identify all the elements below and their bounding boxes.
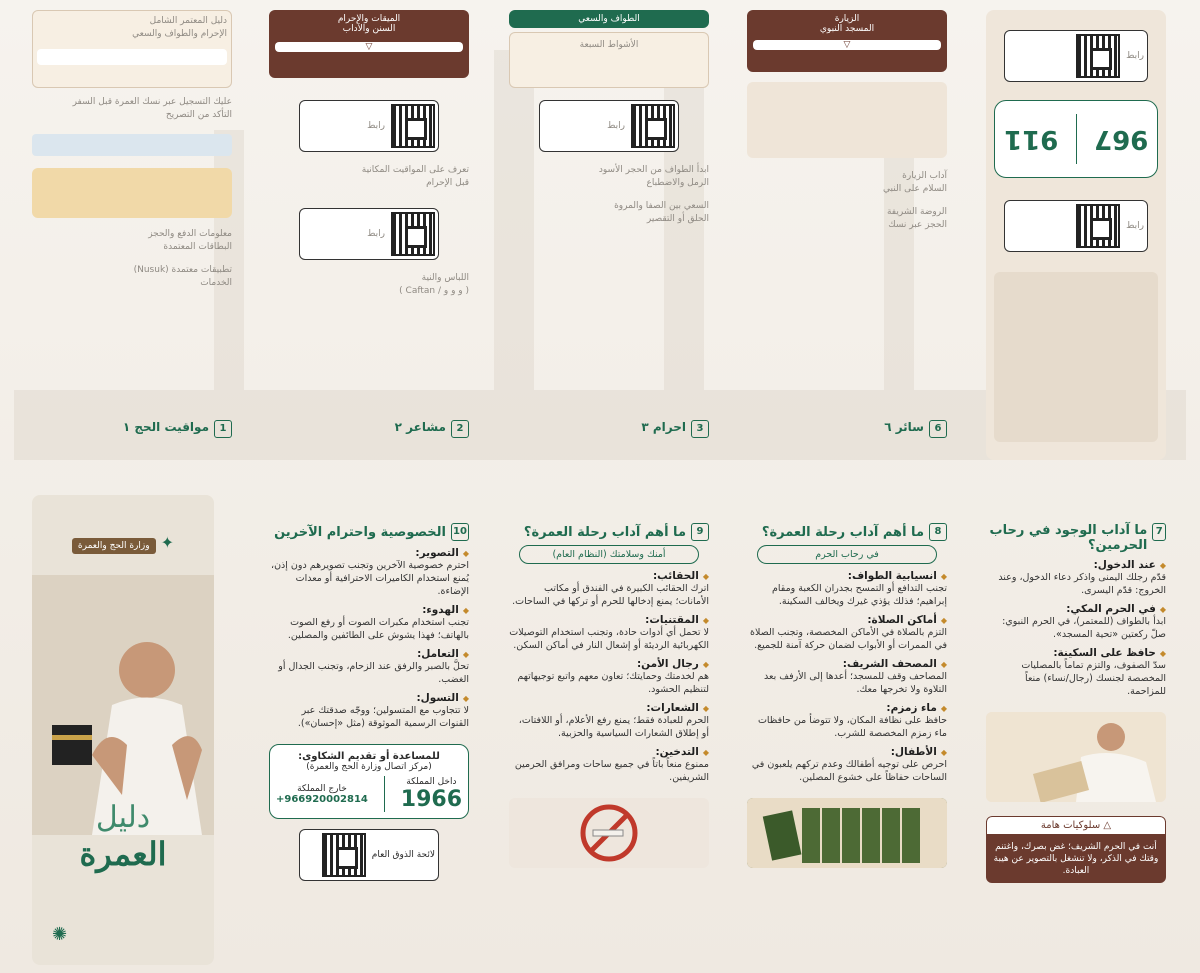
item-text: تحلَّ بالصبر والرفق عند الزحام، وتجنب الجدال أو الغضب.: [278, 661, 469, 685]
qr-card[interactable]: ﺭﺍﺑﻂ: [299, 100, 439, 152]
item-text: التزم بالصلاة في الأماكن المخصصة، وتجنب الصلاة في الممرات أو الأبواب لضمان حركة آمنة للجميع.: [750, 627, 947, 651]
info-bar: [32, 134, 232, 156]
back-panel-3: ﺍﻟﻄﻮﺍﻑ ﻭﺍﻟﺴﻌﻲ ﺍﻷﺷﻮﺍﻁ ﺍﻟﺴﺒﻌﺔ ﺭﺍﺑﻂ ﺍﺑﺪﺃ ﺍﻟﻄﻮﺍﻑ ﻣﻦ ﺍﻟﺤﺠﺮ ﺍﻷﺳﻮﺩ ﺍﻟﺮﻣﻞ ﻭﺍﻻﺿﻄﺒﺎﻉ ﺍﻟﺴﻌﻲ ﺑﻴﻦ ﺍﻟﺼﻔﺎ ﻭﺍﻟﻤﺮﻭﺓ ﺍﻟﺤﻠﻖ ﺃﻭ ﺍﻟﺘﻘﺼﻴﺮ 3ﺍﺣﺮﺍﻡ ٣: [509, 10, 709, 460]
hajj-number[interactable]: 967: [1093, 124, 1149, 154]
back-side: [14, 10, 1186, 460]
section-8-title: ما أهم آداب رحلة العمرة؟: [761, 524, 924, 540]
item-text: قدّم رجلك اليمنى واذكر دعاء الدخول، وعند الخروج: قدّم اليسرى.: [998, 572, 1166, 596]
vision-logo-icon: ✺: [52, 924, 68, 945]
back-panel-1: ﺩﻟﻴﻞ ﺍﻟﻤﻌﺘﻤﺮ ﺍﻟﺸﺎﻣﻞ ﺍﻹﺣﺮﺍﻡ ﻭﺍﻟﻄﻮﺍﻑ ﻭﺍﻟﺴﻌﻲ ﻋﻠﻴﻚ ﺍﻟﺘﺴﺠﻴﻞ ﻋﺒﺮ ﻧﺴﻚ ﺍﻟﻌﻤﺮﺓ ﻗﺒﻞ ﺍﻟﺴﻔﺮ ﺍﻟﺘﺄﻛﺪ ﻣﻦ ﺍﻟﺘﺼﺮﻳﺢ ﻣﻌﻠﻮﻣﺎﺕ ﺍﻟﺪﻓﻊ ﻭﺍﻟﺤﺠﺰ ﺍﻟﺒﻄﺎﻗﺎﺕ ﺍﻟﻤﻌﺘﻤﺪﺓ ﺗﻄﺒﻴﻘﺎﺕ ﻣﻌﺘﻤﺪﺓ (Nusuk) ﺍﻟﺨﺪﻣﺎﺕ 1ﻣﻮﺍﻗﻴﺖ ﺍﻟﺤﺞ ١: [32, 10, 232, 460]
item-title: ◆ ماء زمزم:: [747, 702, 947, 714]
item-title: ◆ التصوير:: [269, 547, 469, 559]
item-text: لا تتجاوب مع المتسولين؛ ووجّه صدقتك عبر القنوات الرسمية الموثوقة (مثل «إحسان»).: [297, 705, 469, 729]
warning-icon: △: [1100, 820, 1112, 831]
section-7-title: ما آداب الوجود في رحاب الحرمين؟: [989, 523, 1148, 553]
cover-title: دليل العمرة: [79, 800, 167, 873]
section-1-title: ﻣﻮﺍﻗﻴﺖ ﺍﻟﺤﺞ ١: [122, 420, 209, 434]
section-10-items: [269, 547, 469, 730]
item-title: ◆ أماكن الصلاة:: [747, 614, 947, 626]
item-text: الحرم للعبادة فقط؛ يمنع رفع الأعلام، أو اللافتات، أو إطلاق الشعارات السياسية والحزبية.: [518, 715, 709, 739]
help-box: [269, 744, 469, 819]
section-9-pill: أمنك وسلامتك (النظام العام): [519, 545, 699, 564]
item-title: ◆ الشعارات:: [509, 702, 709, 714]
outside-label: خارج المملكة: [297, 783, 347, 794]
item-text: المصاحف وقف للمسجد؛ أعدها إلى الأرفف بعد التلاوة ولا تخرجها معك.: [764, 671, 947, 695]
unified-number[interactable]: 911: [1003, 124, 1059, 154]
help-subtitle: (مركز اتصال وزارة الحج والعمرة): [306, 762, 432, 772]
payment-photo: [32, 168, 232, 218]
section-10-number: 10: [451, 523, 469, 541]
inside-label: داخل المملكة: [406, 776, 457, 787]
item-title: ◆ في الحرم المكي:: [986, 603, 1166, 615]
section-9-number: 9: [691, 523, 709, 541]
section-10-panel: [269, 495, 469, 965]
item-text: ممنوع منعاً باتاً في جميع ساحات ومرافق الحرمين الشريفين.: [514, 759, 709, 783]
item-text: سدّ الصفوف، والتزم تماماً بالمصليات المخصصة لجنسك (رجال/نساء) منعاً للمزاحمة.: [1021, 660, 1166, 697]
item-title: ◆ المقتنيات:: [509, 614, 709, 626]
no-smoking-photo: [509, 798, 709, 868]
item-title: ◆ رجال الأمن:: [509, 658, 709, 670]
cover-panel: [32, 495, 214, 965]
item-title: ◆ حافظ على السكينة:: [986, 647, 1166, 659]
front-side: [14, 495, 1186, 965]
qr-card[interactable]: ﺭﺍﺑﻂ: [1004, 200, 1148, 252]
item-text: تجنب التدافع أو التمسح بجدران الكعبة ومقام إبراهيم؛ فذلك يؤذي غيرك ويخالف السكينة.: [772, 583, 947, 607]
back-card: ﺍﻷﺷﻮﺍﻁ ﺍﻟﺴﺒﻌﺔ: [509, 32, 709, 88]
back-card: ﺩﻟﻴﻞ ﺍﻟﻤﻌﺘﻤﺮ ﺍﻟﺸﺎﻣﻞ ﺍﻹﺣﺮﺍﻡ ﻭﺍﻟﻄﻮﺍﻑ ﻭﺍﻟﺴﻌﻲ: [32, 10, 232, 88]
outside-number[interactable]: +966920002814: [276, 793, 368, 805]
no-smoking-icon: [579, 803, 639, 863]
item-text: اترك الحقائب الكبيرة في الفندق أو مكاتب الأمانات؛ يمنع إدخالها للحرم أو تركها في الساحات.: [512, 583, 709, 607]
qr-card[interactable]: ﺭﺍﺑﻂ: [539, 100, 679, 152]
quran-shelf-photo: [747, 798, 947, 868]
qr-card[interactable]: ﺭﺍﺑﻂ: [299, 208, 439, 260]
help-title: للمساعدة أو تقديم الشكاوى:: [298, 751, 440, 762]
pilgrim-cover-photo: [32, 575, 214, 835]
reading-pilgrim-photo: [986, 712, 1166, 802]
item-text: ابدأ بالطواف (للمعتمر)، في الحرم النبوي: صلّ ركعتين «تحية المسجد».: [1002, 616, 1166, 640]
section-8-items: [747, 570, 947, 784]
palm-emblem-icon: ✦: [160, 533, 175, 552]
item-text: احرص على توجيه أطفالك وعدم تركهم يلعبون في الساحات حفاظاً على خشوع المصلين.: [751, 759, 947, 783]
section-8-panel: [747, 495, 947, 965]
qr-label: لائحة الذوق العام: [371, 850, 435, 860]
section-2-title: ﻣﺸﺎﻋﺮ ٢: [394, 420, 446, 434]
section-8-pill: في رحاب الحرم: [757, 545, 937, 564]
item-text: حافظ على نظافة المكان، ولا تتوضأ من حافظات ماء زمزم المخصصة للشرب.: [757, 715, 947, 739]
section-9-title: ما أهم آداب رحلة العمرة؟: [523, 524, 686, 540]
item-title: ◆ التدخين:: [509, 746, 709, 758]
qr-card[interactable]: ﺭﺍﺑﻂ: [1004, 30, 1148, 82]
public-taste-qr[interactable]: [299, 829, 439, 881]
item-text: احترم خصوصية الآخرين وتجنب تصويرهم دون إذن، يُمنع استخدام الكاميرات الاحترافية أو معدات الإضاءة.: [271, 560, 469, 597]
section-9-panel: [509, 495, 709, 965]
back-banner: ﺍﻟﻤﻴﻘﺎﺕ ﻭﺍﻹﺣﺮﺍﻡ ﺍﻟﺴﻨﻦ ﻭﺍﻵﺩﺍﺏ ▽: [269, 10, 469, 78]
section-6-title: ﺳﺎﺋﺮ ٦: [884, 420, 924, 434]
item-title: ◆ الحقائب:: [509, 570, 709, 582]
section-8-number: 8: [929, 523, 947, 541]
ministry-logo: وزارة الحج والعمرة ✦: [32, 533, 214, 554]
section-7-items: [986, 559, 1166, 698]
section-7-number: 7: [1152, 523, 1166, 541]
warning-text: أنت في الحرم الشريف؛ غض بصرك، واغتنم وقتك في الذكر، ولا تنشغل بالتصوير عن هيبة العبادة.: [986, 835, 1166, 883]
item-title: ◆ الأطفال:: [747, 746, 947, 758]
section-9-items: [509, 570, 709, 784]
kaaba-illustration: [994, 272, 1158, 442]
item-title: ◆ التسول:: [269, 692, 469, 704]
pilgrim-photo: [747, 82, 947, 158]
item-title: ◆ التعامل:: [269, 648, 469, 660]
item-title: ◆ انسيابية الطواف:: [747, 570, 947, 582]
reader-illustration: [986, 712, 1166, 802]
warning-title: سلوكيات هامة: [1040, 820, 1101, 831]
section-10-title: الخصوصية واحترام الآخرين: [274, 524, 446, 540]
section-3-title: ﺍﺣﺮﺍﻡ ٣: [641, 420, 686, 434]
section-7-panel: [986, 495, 1166, 965]
item-title: ◆ عند الدخول:: [986, 559, 1166, 571]
back-banner: ﺍﻟﺰﻳﺎﺭﺓ ﺍﻟﻤﺴﺠﺪ ﺍﻟﻨﺒﻮﻱ ▽: [747, 10, 947, 72]
item-text: تجنب استخدام مكبرات الصوت أو رفع الصوت بالهاتف؛ فهذا يشوش على الطائفين والمصلين.: [287, 617, 469, 641]
item-title: ◆ الهدوء:: [269, 604, 469, 616]
warning-box: [986, 816, 1166, 883]
item-title: ◆ المصحف الشريف:: [747, 658, 947, 670]
quran-books-illustration: [747, 798, 947, 868]
back-panel-6: ﺍﻟﺰﻳﺎﺭﺓ ﺍﻟﻤﺴﺠﺪ ﺍﻟﻨﺒﻮﻱ ▽ ﺁﺩﺍﺏ ﺍﻟﺰﻳﺎﺭﺓ ﺍﻟﺴﻼﻡ ﻋﻠﻰ ﺍﻟﻨﺒﻲ ﺍﻟﺮﻭﺿﺔ ﺍﻟﺸﺮﻳﻔﺔ ﺍﻟﺤﺠﺰ ﻋﺒﺮ ﻧﺴﻚ 6ﺳﺎﺋﺮ ٦: [747, 10, 947, 460]
back-panel-2: ﺍﻟﻤﻴﻘﺎﺕ ﻭﺍﻹﺣﺮﺍﻡ ﺍﻟﺴﻨﻦ ﻭﺍﻵﺩﺍﺏ ▽ ﺭﺍﺑﻂ ﺗﻌﺮﻑ ﻋﻠﻰ ﺍﻟﻤﻮﺍﻗﻴﺖ ﺍﻟﻤﻜﺎﻧﻴﺔ ﻗﺒﻞ ﺍﻹﺣﺮﺍﻡ ﺭﺍﺑﻂ ﺍﻟﻠﺒﺎﺱ ﻭﺍﻟﻨﻴﺔ ( ﻭ ﻭ ﻭ / Caftan ) 2ﻣﺸﺎﻋﺮ ٢: [269, 10, 469, 460]
contact-box: [994, 100, 1158, 178]
item-text: لا تحمل أي أدوات حادة، وتجنب استخدام التوصيلات الكهربائية الرديئة أو إشعال النار في أماكن السكن.: [509, 627, 709, 651]
back-panel-contacts: [986, 10, 1166, 460]
item-text: هم لخدمتك وحمايتك؛ تعاون معهم واتبع توجيهاتهم لتنظيم الحشود.: [517, 671, 709, 695]
inside-number[interactable]: 1966: [400, 786, 462, 812]
